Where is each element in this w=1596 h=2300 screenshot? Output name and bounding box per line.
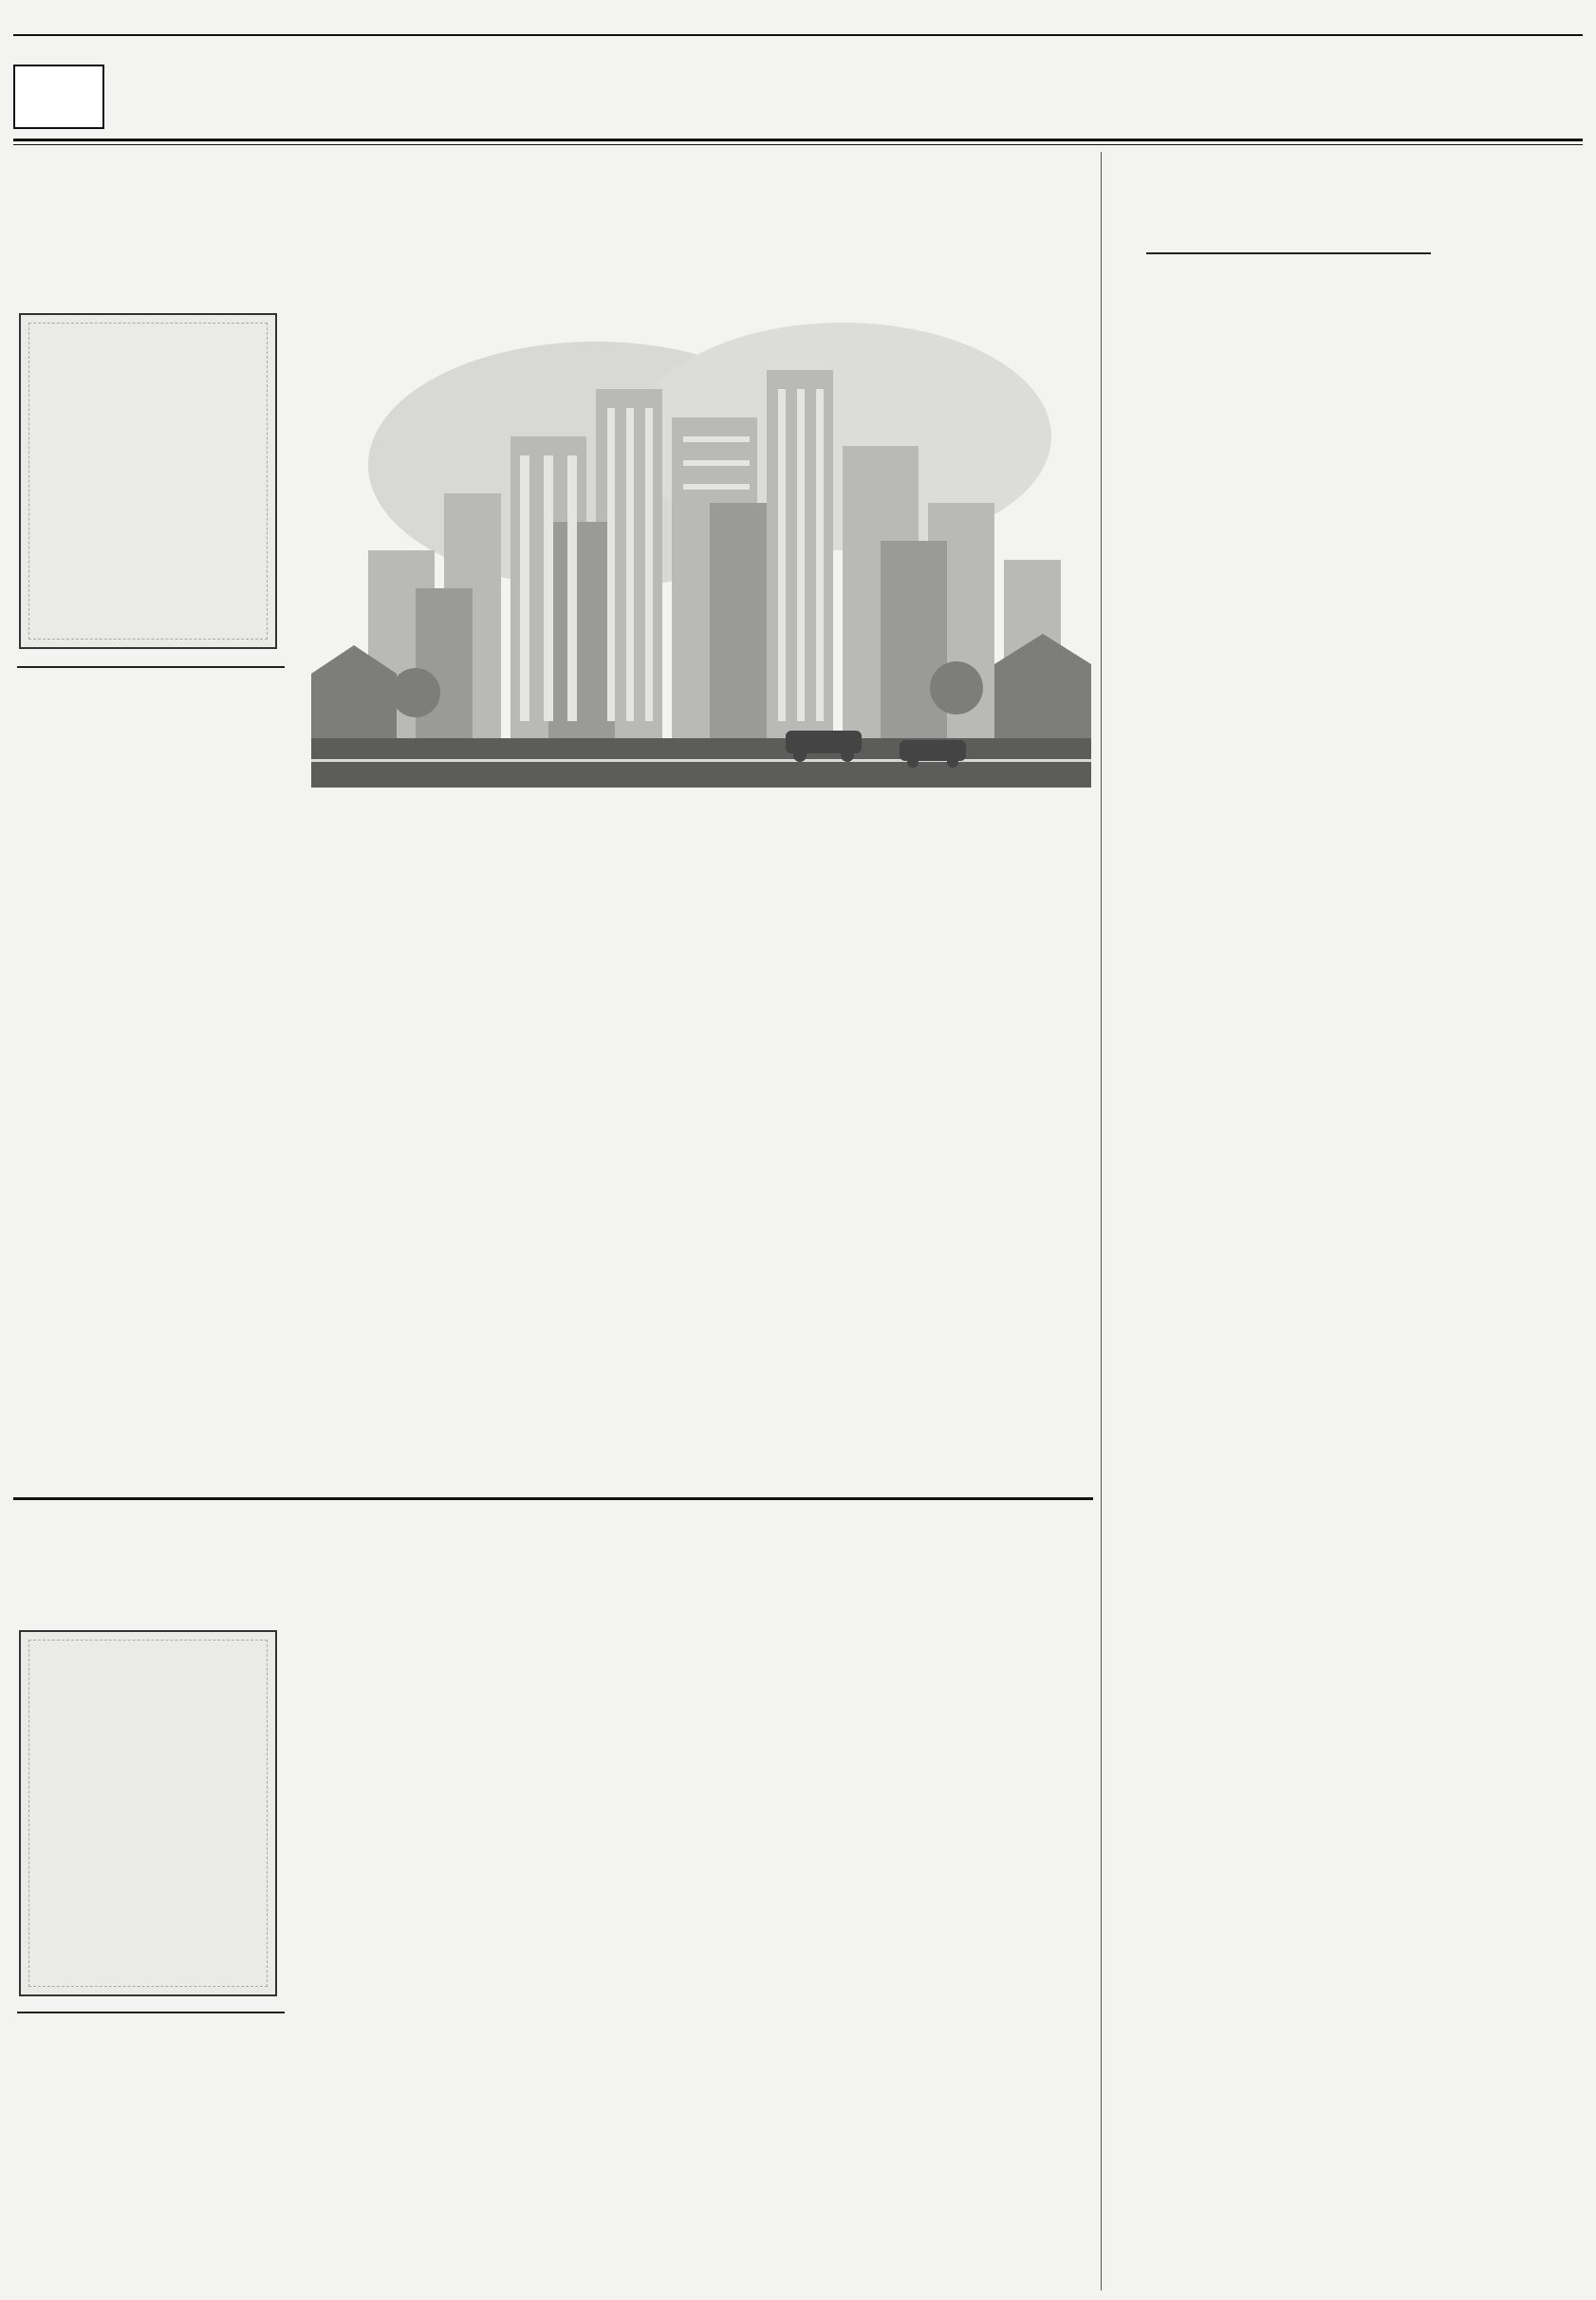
sidebar-divider bbox=[1101, 152, 1102, 2291]
sidebar-body-top bbox=[1146, 279, 1437, 1038]
divider-articles bbox=[13, 1497, 1093, 1500]
article1-lead-box bbox=[19, 313, 277, 649]
article2-col1 bbox=[17, 2040, 285, 2289]
article1-col2 bbox=[304, 803, 547, 1488]
section-rule bbox=[13, 139, 1583, 141]
lead-frame bbox=[28, 1640, 268, 1987]
article2-lead-box bbox=[19, 1630, 277, 1996]
article2-col3 bbox=[554, 1626, 797, 2291]
page-number bbox=[13, 65, 104, 129]
article1-author bbox=[17, 664, 285, 668]
header-rule bbox=[13, 34, 1583, 36]
article1-col3 bbox=[554, 803, 797, 1488]
article1-col1 bbox=[17, 693, 285, 1488]
article2-col4 bbox=[805, 1626, 1086, 2291]
sidebar-authors bbox=[1146, 250, 1431, 254]
article2-col2 bbox=[304, 1626, 547, 2291]
city-illustration bbox=[311, 285, 1091, 788]
sidebar-body bbox=[1146, 1011, 1594, 2292]
article1-col4 bbox=[805, 803, 1086, 1488]
section-rule-thin bbox=[13, 144, 1583, 145]
article2-author bbox=[17, 2010, 285, 2013]
lead-frame bbox=[28, 323, 268, 640]
